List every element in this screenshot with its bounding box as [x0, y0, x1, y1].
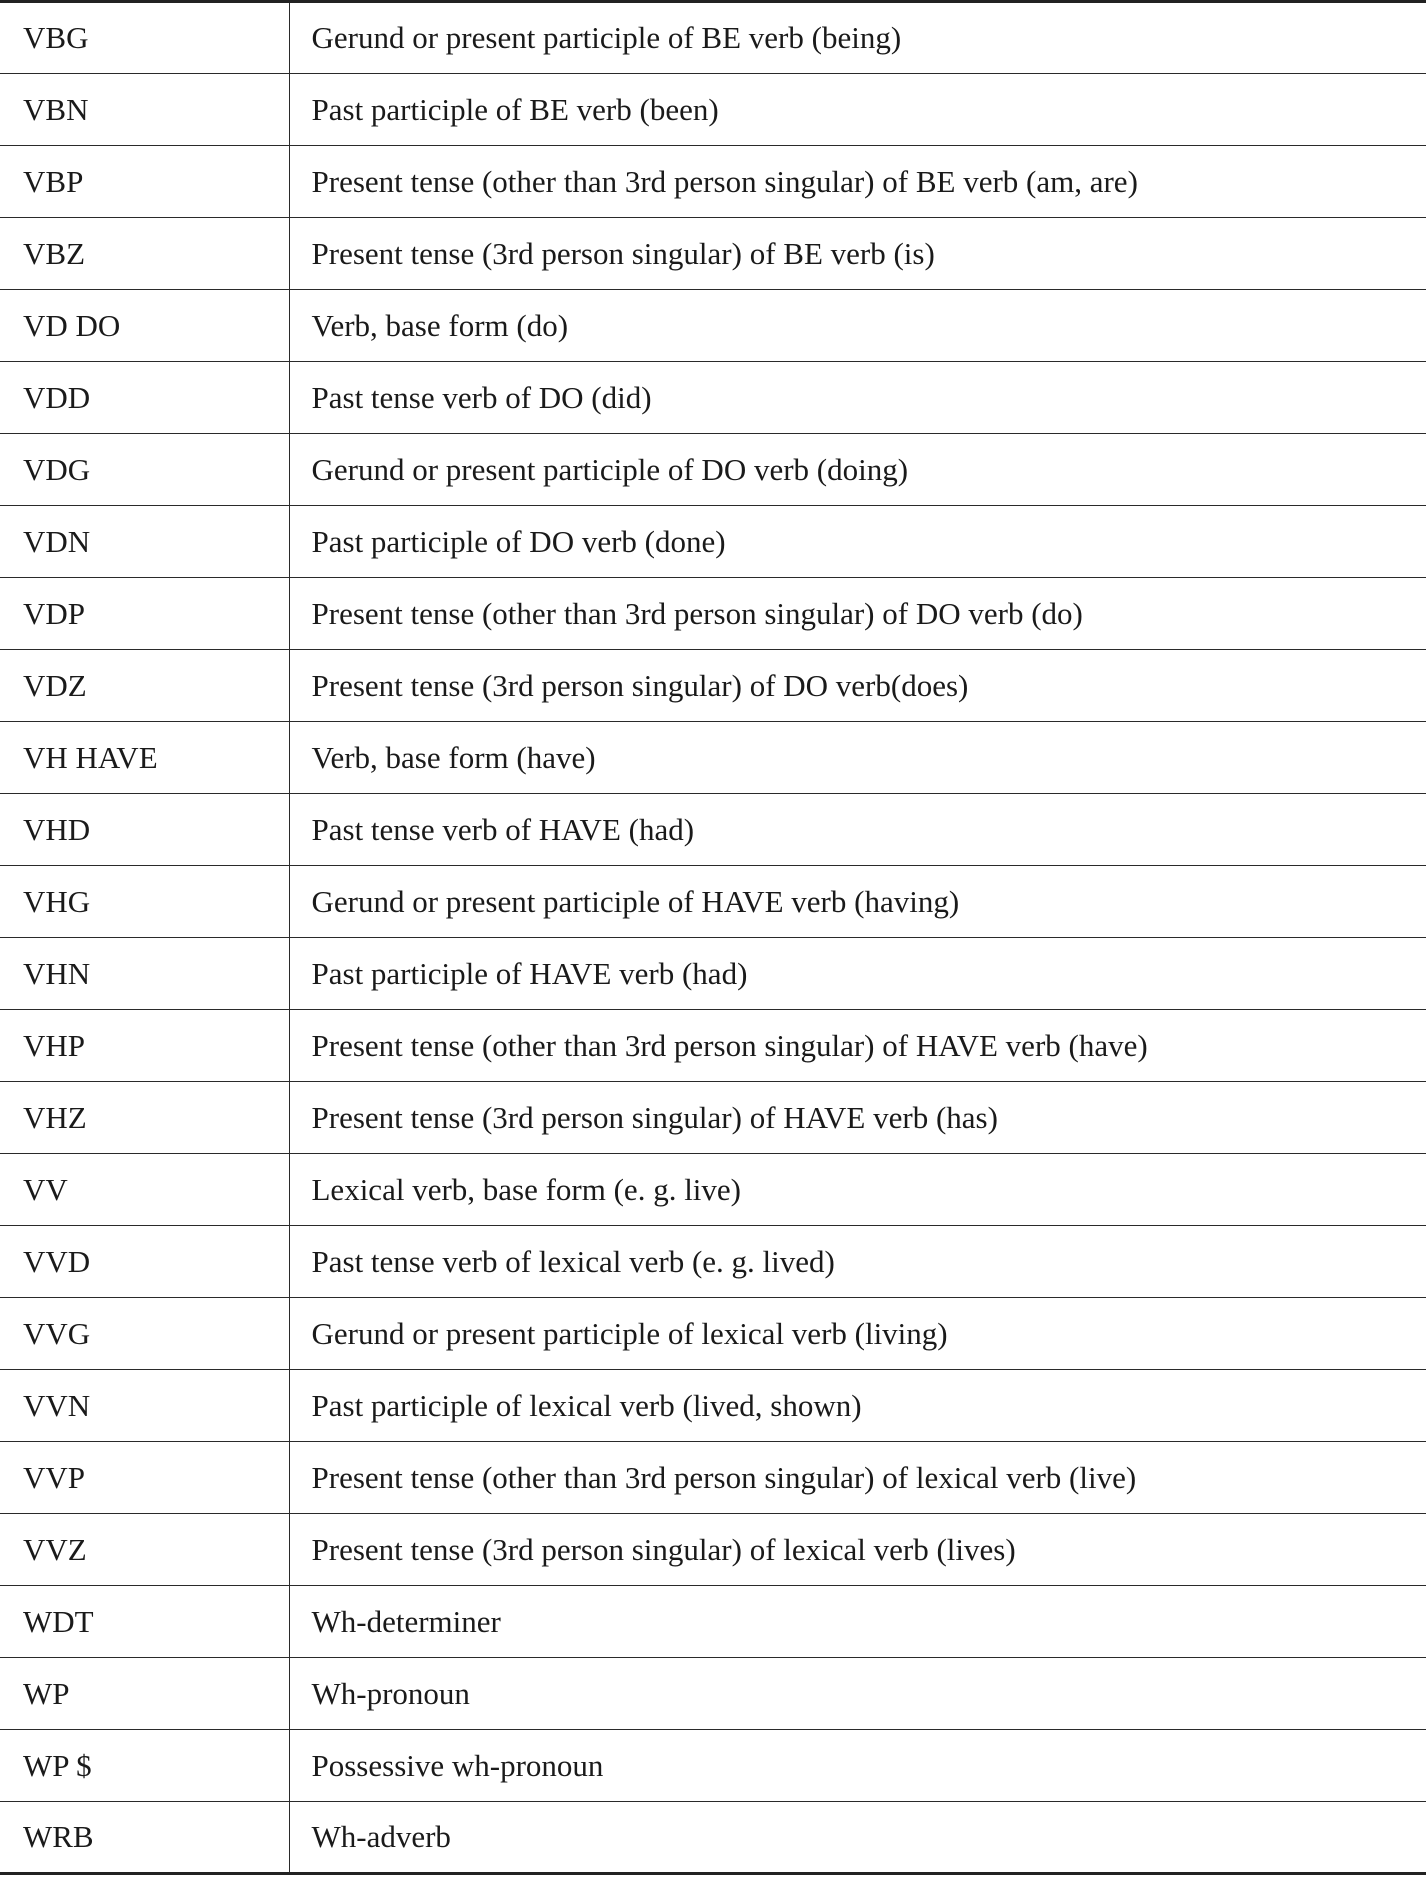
description-cell: Present tense (other than 3rd person singular) of HAVE verb (have) — [289, 1010, 1426, 1082]
table-row — [0, 1370, 1426, 1442]
description-cell: Present tense (3rd person singular) of lexical verb (lives) — [289, 1514, 1426, 1586]
tag-cell: VBN — [0, 74, 289, 146]
tag-cell: VVZ — [0, 1514, 289, 1586]
tag-cell: WRB — [0, 1802, 289, 1874]
table-row — [0, 290, 1426, 362]
description-cell: Present tense (other than 3rd person singular) of BE verb (am, are) — [289, 146, 1426, 218]
table-row — [0, 1010, 1426, 1082]
description-cell: Past participle of HAVE verb (had) — [289, 938, 1426, 1010]
description-cell: Present tense (3rd person singular) of HAVE verb (has) — [289, 1082, 1426, 1154]
tag-cell: WP — [0, 1658, 289, 1730]
description-cell: Gerund or present participle of BE verb (being) — [289, 2, 1426, 74]
tag-cell: VH HAVE — [0, 722, 289, 794]
description-cell: Possessive wh-pronoun — [289, 1730, 1426, 1802]
description-cell: Past tense verb of HAVE (had) — [289, 794, 1426, 866]
tag-cell: VVP — [0, 1442, 289, 1514]
table-row — [0, 1226, 1426, 1298]
table-row — [0, 506, 1426, 578]
table-row — [0, 2, 1426, 74]
table-row — [0, 1658, 1426, 1730]
description-cell: Present tense (other than 3rd person singular) of lexical verb (live) — [289, 1442, 1426, 1514]
table-row — [0, 866, 1426, 938]
tag-cell: VBZ — [0, 218, 289, 290]
tag-cell: VD DO — [0, 290, 289, 362]
description-cell: Past tense verb of DO (did) — [289, 362, 1426, 434]
description-cell: Present tense (other than 3rd person singular) of DO verb (do) — [289, 578, 1426, 650]
table-row — [0, 938, 1426, 1010]
description-cell: Wh-determiner — [289, 1586, 1426, 1658]
description-cell: Present tense (3rd person singular) of BE verb (is) — [289, 218, 1426, 290]
description-cell: Gerund or present participle of lexical verb (living) — [289, 1298, 1426, 1370]
table-row — [0, 1154, 1426, 1226]
table-row — [0, 1298, 1426, 1370]
tag-cell: VDG — [0, 434, 289, 506]
description-cell: Wh-adverb — [311, 1819, 451, 1854]
table-row — [0, 218, 1426, 290]
tag-cell: VHD — [0, 794, 289, 866]
table-row — [0, 1730, 1426, 1802]
table-row — [0, 722, 1426, 794]
table-row — [0, 146, 1426, 218]
table-row — [0, 434, 1426, 506]
description-cell: Past participle of lexical verb (lived, shown) — [289, 1370, 1426, 1442]
table-row — [0, 1802, 1426, 1874]
tag-cell: VHN — [0, 938, 289, 1010]
description-cell: Present tense (3rd person singular) of DO verb(does) — [289, 650, 1426, 722]
description-cell: Past participle of DO verb (done) — [289, 506, 1426, 578]
tag-cell: VHG — [0, 866, 289, 938]
description-cell: Lexical verb, base form (e. g. live) — [289, 1154, 1426, 1226]
tag-cell: VVN — [0, 1370, 289, 1442]
tag-cell: VDN — [0, 506, 289, 578]
tag-cell: VV — [0, 1154, 289, 1226]
pos-tag-table-body — [0, 2, 1426, 1874]
description-cell: Gerund or present participle of DO verb (doing) — [289, 434, 1426, 506]
tag-cell: VDP — [0, 578, 289, 650]
table-row — [0, 1514, 1426, 1586]
tag-cell: VDD — [0, 362, 289, 434]
table-row — [0, 1082, 1426, 1154]
description-cell: Wh-pronoun — [289, 1658, 1426, 1730]
description-cell: Verb, base form (do) — [289, 290, 1426, 362]
tag-cell: VVG — [0, 1298, 289, 1370]
tag-cell: VBP — [0, 146, 289, 218]
table-row — [0, 362, 1426, 434]
tag-cell: VBG — [0, 2, 289, 74]
description-cell: Past tense verb of lexical verb (e. g. lived) — [289, 1226, 1426, 1298]
tag-cell: WP $ — [0, 1730, 289, 1802]
description-cell: Past participle of BE verb (been) — [289, 74, 1426, 146]
table-row — [0, 794, 1426, 866]
tag-cell: VDZ — [0, 650, 289, 722]
table-row — [0, 74, 1426, 146]
tag-cell: WDT — [0, 1586, 289, 1658]
table-row — [0, 650, 1426, 722]
tag-cell: VVD — [0, 1226, 289, 1298]
table-row — [0, 578, 1426, 650]
tag-cell: VHZ — [0, 1082, 289, 1154]
table-row — [0, 1442, 1426, 1514]
description-cell: Verb, base form (have) — [289, 722, 1426, 794]
description-cell: Gerund or present participle of HAVE verb (having) — [289, 866, 1426, 938]
tag-cell: VHP — [0, 1010, 289, 1082]
table-row — [0, 1586, 1426, 1658]
